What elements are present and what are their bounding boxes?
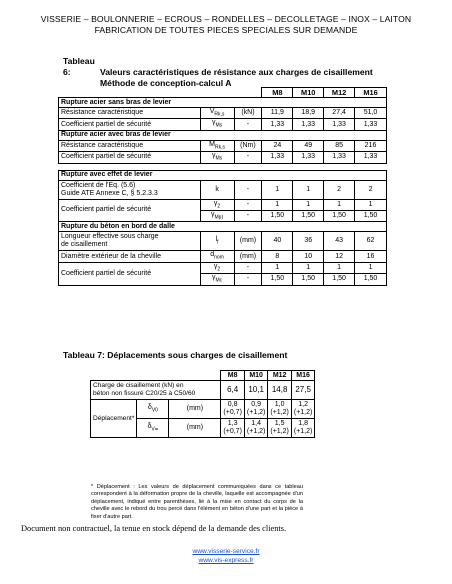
cell: 8 — [262, 251, 293, 262]
cell: 43 — [324, 232, 355, 251]
header-line-1: VISSERIE – BOULONNERIE – ECROUS – RONDELLES – DECOLLETAGE – INOX – LAITON — [40, 14, 412, 24]
section-title: Rupture acier avec bras de levier — [59, 130, 387, 140]
website-link[interactable]: www.visserie-service.fr — [192, 548, 260, 555]
row-unit: - — [234, 180, 262, 199]
table6-label: Tableau 6: — [63, 56, 95, 77]
row-unit: - — [234, 199, 262, 210]
table-row — [59, 108, 387, 119]
row-unit: (Nm) — [234, 140, 262, 151]
row-symbol: $\gamma_{Mp)}$ — [200, 210, 234, 221]
cell: 1 — [293, 262, 324, 273]
cell: 1 — [355, 199, 387, 210]
row-symbol: $d_{nom}$ — [200, 251, 234, 262]
row-label: Résistance caractéristique — [59, 108, 201, 119]
row-symbol: $\gamma_{Mc}$ — [200, 274, 234, 285]
row-label: Coefficient partiel de sécurité — [59, 152, 201, 163]
cell: 1,33 — [293, 119, 324, 130]
col-header: M10 — [293, 88, 324, 98]
cell: 1 — [355, 262, 387, 273]
cell: 1,50 — [324, 210, 355, 221]
cell: 6,4 — [221, 381, 244, 400]
row-label: Déplacement* — [91, 400, 137, 438]
cell: 1,33 — [324, 119, 355, 130]
cell: 36 — [293, 232, 324, 251]
cell: 62 — [355, 232, 387, 251]
cell: 1,2 (+1,2) — [291, 400, 314, 419]
row-unit: (mm) — [234, 251, 262, 262]
table6-header-row — [59, 88, 387, 98]
cell: 1,50 — [262, 274, 293, 285]
col-header: M12 — [268, 371, 291, 381]
cell: 1,33 — [355, 119, 387, 130]
row-label: Coefficient partiel de sécurité — [59, 262, 201, 285]
cell: 0,8 (+0,7) — [221, 400, 244, 419]
cell: 1 — [262, 199, 293, 210]
cell: 1,5 (+1,2) — [268, 419, 291, 438]
cell: 1 — [262, 180, 293, 199]
col-header: M8 — [262, 88, 293, 98]
cell: 216 — [355, 140, 387, 151]
section-title: Rupture acier sans bras de levier — [59, 98, 387, 108]
cell: 1,33 — [324, 152, 355, 163]
cell: 1,50 — [293, 274, 324, 285]
row-unit: - — [234, 119, 262, 130]
cell: 1,8 (+1,2) — [291, 419, 314, 438]
cell: 18,9 — [293, 108, 324, 119]
table-row — [59, 119, 387, 130]
row-label: Coefficient de l'Eq. (5.6) Guide ATE Annexe C, § 5.2.3.3 — [59, 180, 201, 199]
col-header: M12 — [324, 88, 355, 98]
col-header: M16 — [355, 88, 387, 98]
cell: 1,0 (+1,2) — [268, 400, 291, 419]
cell: 51,0 — [355, 108, 387, 119]
table-row — [59, 152, 387, 163]
row-symbol: $\delta_{V\infty}$ — [137, 419, 169, 438]
cell: 1,4 (+1,2) — [244, 419, 267, 438]
cell: 49 — [293, 140, 324, 151]
cell: 1,33 — [355, 152, 387, 163]
cell: 1,33 — [262, 119, 293, 130]
cell: 1,50 — [324, 274, 355, 285]
row-unit: - — [234, 210, 262, 221]
cell: 85 — [324, 140, 355, 151]
website-link[interactable]: www.vis-express.fr — [198, 557, 254, 564]
footnote: * Déplacement : Les valeurs de déplacement communiquées dans ce tableau correspondent à la déformation propre de la cheville, laquelle est accompagnée d'un déplacement, indiqué entre parenthèses, lié à la mise en contact du corps de la cheville avec le rebord du trou percé dans l'élément en béton d'une part et la pièce à fixer d'autre part. — [91, 484, 303, 520]
row-symbol: $\gamma_{Ms}$ — [200, 152, 234, 163]
row-symbol: $V_{Rk,s}$ — [200, 108, 234, 119]
cell: 2 — [324, 180, 355, 199]
table-row — [59, 232, 387, 251]
row-symbol: $\gamma_2$ — [200, 199, 234, 210]
row-label: Coefficient partiel de sécurité — [59, 199, 201, 222]
cell: 1 — [324, 199, 355, 210]
header-line-2: FABRICATION DE TOUTES PIECES SPECIALES SUR DEMANDE — [94, 25, 358, 35]
cell: 0,9 (+1,2) — [244, 400, 267, 419]
row-symbol: $\delta_{V0}$ — [137, 400, 169, 419]
cell: 1 — [324, 262, 355, 273]
row-label: Résistance caractéristique — [59, 140, 201, 151]
cell: 1,50 — [293, 210, 324, 221]
table-row — [59, 180, 387, 199]
cell: 1 — [293, 199, 324, 210]
row-unit: - — [234, 262, 262, 273]
table-row — [91, 400, 315, 419]
row-label: Charge de cisaillement (kN) en béton non fissuré C20/25 à C50/60 — [91, 381, 221, 400]
table-row — [91, 381, 315, 400]
table6 — [58, 87, 387, 286]
cell: 1 — [262, 262, 293, 273]
section-title: Rupture avec effet de levier — [59, 170, 387, 180]
row-unit: (mm) — [234, 232, 262, 251]
col-header: M8 — [221, 371, 244, 381]
table-row — [59, 140, 387, 151]
row-label: Longueur effective sous charge de cisaillement — [59, 232, 201, 251]
row-unit: (kN) — [234, 108, 262, 119]
table7-header-row — [91, 371, 315, 381]
row-symbol: $\gamma_{Ms}$ — [200, 119, 234, 130]
row-symbol: k — [200, 180, 234, 199]
cell: 1,33 — [262, 152, 293, 163]
cell: 27,5 — [291, 381, 314, 400]
cell: 1,3 (+0,7) — [221, 419, 244, 438]
cell: 1 — [293, 180, 324, 199]
disclaimer: Document non contractuel, la tenue en stock dépend de la demande des clients. — [21, 524, 287, 533]
table-row — [59, 262, 387, 273]
cell: 1,50 — [355, 210, 387, 221]
section-title: Rupture du béton en bord de dalle — [59, 222, 387, 232]
row-unit: (mm) — [169, 400, 221, 419]
row-unit: - — [234, 152, 262, 163]
cell: 10 — [293, 251, 324, 262]
cell: 1,50 — [262, 210, 293, 221]
cell: 16 — [355, 251, 387, 262]
cell: 1,50 — [355, 274, 387, 285]
cell: 1,33 — [293, 152, 324, 163]
table6-heading: Valeurs caractéristiques de résistance aux charges de cisaillement — [100, 67, 373, 77]
table-row — [59, 199, 387, 210]
cell: 10,1 — [244, 381, 267, 400]
row-label: Diamètre extérieur de la cheville — [59, 251, 201, 262]
row-label: Coefficient partiel de sécurité — [59, 119, 201, 130]
table7-label: Tableau 7: — [63, 350, 105, 360]
row-symbol: $M_{Rk,s}$ — [200, 140, 234, 151]
cell: 2 — [355, 180, 387, 199]
row-unit: (mm) — [169, 419, 221, 438]
row-unit: - — [234, 274, 262, 285]
col-header: M10 — [244, 371, 267, 381]
table7-title — [63, 350, 287, 360]
col-header: M16 — [291, 371, 314, 381]
cell: 11,9 — [262, 108, 293, 119]
cell: 40 — [262, 232, 293, 251]
cell: 24 — [262, 140, 293, 151]
cell: 14,8 — [268, 381, 291, 400]
row-symbol: $l_f$ — [200, 232, 234, 251]
cell: 27,4 — [324, 108, 355, 119]
table7 — [90, 370, 315, 438]
table7-heading: Déplacements sous charges de cisaillement — [107, 350, 288, 360]
table-row — [59, 251, 387, 262]
table6-subtitle: Méthode de conception-calcul A — [100, 78, 232, 88]
table6-title — [63, 56, 373, 89]
cell: 12 — [324, 251, 355, 262]
row-symbol: $\gamma_2$ — [200, 262, 234, 273]
